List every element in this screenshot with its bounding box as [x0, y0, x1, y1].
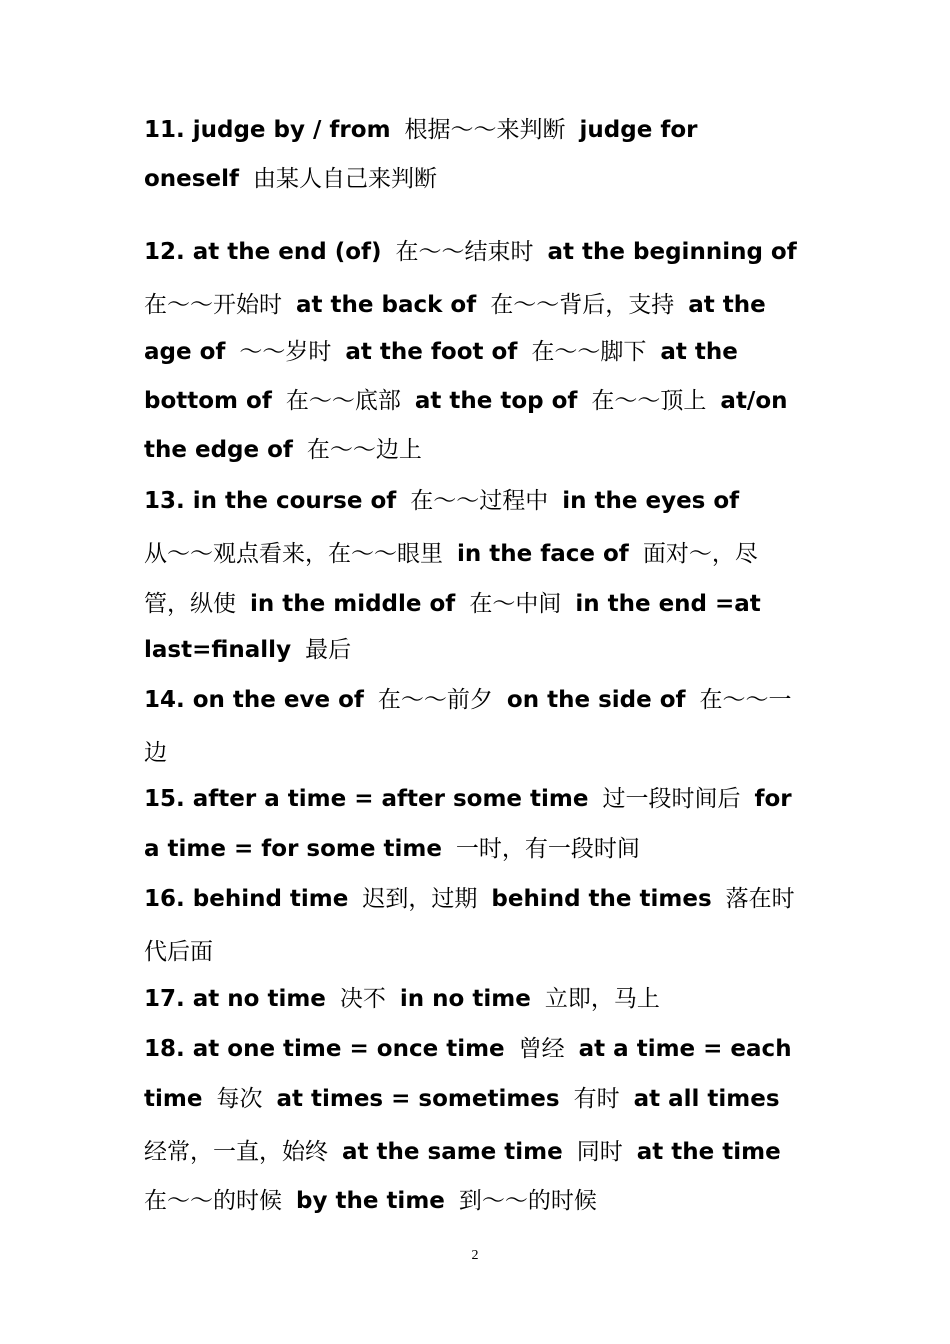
- chinese-meaning: 有时: [573, 1086, 620, 1112]
- english-phrase: in the face of: [457, 541, 629, 567]
- english-phrase: at the back of: [296, 292, 477, 318]
- chinese-meaning: 一时，有一段时间: [455, 836, 640, 862]
- english-phrase: age of: [144, 339, 226, 365]
- text-line: [144, 879, 795, 919]
- chinese-meaning: 最后: [305, 637, 352, 663]
- text-line: [144, 381, 788, 421]
- text-line: [144, 285, 766, 325]
- text-line: [144, 481, 739, 521]
- chinese-meaning: 在～～底部: [285, 388, 401, 414]
- chinese-meaning: 面对～，尽: [642, 541, 758, 567]
- english-phrase: the edge of: [144, 437, 293, 463]
- chinese-meaning: 在～～结束时: [395, 239, 534, 265]
- chinese-meaning: 落在时: [725, 886, 795, 912]
- english-phrase: 15. after a time = after some time: [144, 786, 589, 812]
- chinese-meaning: 迟到，过期: [362, 886, 478, 912]
- text-line: [144, 332, 738, 372]
- chinese-meaning: 在～～一: [699, 687, 792, 713]
- english-phrase: in the eyes of: [562, 488, 740, 514]
- chinese-meaning: 代后面: [144, 939, 213, 965]
- chinese-meaning: 决不: [339, 986, 386, 1012]
- english-phrase: at/on: [720, 388, 788, 414]
- chinese-meaning: 经常，一直，始终: [144, 1139, 328, 1165]
- text-line: [144, 1132, 781, 1172]
- chinese-meaning: 根据～～来判断: [404, 117, 566, 143]
- chinese-meaning: 在～～开始时: [144, 292, 282, 318]
- chinese-meaning: 在～～脚下: [531, 339, 647, 365]
- chinese-meaning: 在～～背后，支持: [490, 292, 675, 318]
- chinese-meaning: 在～～前夕: [377, 687, 493, 713]
- english-phrase: behind the times: [491, 886, 712, 912]
- english-phrase: on the side of: [506, 687, 686, 713]
- text-line: [144, 932, 213, 972]
- english-phrase: 17. at no time: [144, 986, 326, 1012]
- english-phrase: in the end =at: [575, 591, 761, 617]
- english-phrase: at the: [688, 292, 766, 318]
- text-line: [144, 979, 660, 1019]
- chinese-meaning: 在～～边上: [306, 437, 422, 463]
- english-phrase: 11. judge by / from: [144, 117, 391, 143]
- chinese-meaning: 立即，马上: [544, 986, 660, 1012]
- chinese-meaning: 曾经: [518, 1036, 565, 1062]
- chinese-meaning: 在～～过程中: [410, 488, 549, 514]
- text-line: [144, 430, 422, 470]
- chinese-meaning: 同时: [576, 1139, 623, 1165]
- english-phrase: at times = sometimes: [276, 1086, 560, 1112]
- text-line: [144, 1029, 792, 1069]
- chinese-meaning: 在～中间: [469, 591, 562, 617]
- chinese-meaning: 由某人自己来判断: [252, 166, 437, 192]
- english-phrase: 12. at the end (of): [144, 239, 382, 265]
- english-phrase: a time = for some time: [144, 836, 442, 862]
- english-phrase: in the middle of: [250, 591, 456, 617]
- english-phrase: by the time: [296, 1188, 445, 1214]
- text-line: [144, 1181, 597, 1221]
- chinese-meaning: 到～～的时候: [458, 1188, 597, 1214]
- english-phrase: last=finally: [144, 637, 292, 663]
- english-phrase: in no time: [399, 986, 531, 1012]
- chinese-meaning: 在～～顶上: [591, 388, 707, 414]
- english-phrase: at the time: [636, 1139, 781, 1165]
- text-line: [144, 1079, 780, 1119]
- english-phrase: bottom of: [144, 388, 272, 414]
- english-phrase: time: [144, 1086, 203, 1112]
- text-line: [144, 779, 792, 819]
- text-line: [144, 733, 167, 773]
- english-phrase: judge for: [579, 117, 698, 143]
- english-phrase: for: [754, 786, 792, 812]
- english-phrase: at the same time: [342, 1139, 563, 1165]
- english-phrase: at the beginning of: [547, 239, 797, 265]
- chinese-meaning: 从～～观点看来，在～～眼里: [144, 541, 443, 567]
- text-line: [144, 159, 437, 199]
- english-phrase: 16. behind time: [144, 886, 349, 912]
- chinese-meaning: 过一段时间后: [602, 786, 741, 812]
- chinese-meaning: 管，纵使: [144, 591, 236, 617]
- text-line: [144, 584, 761, 624]
- chinese-meaning: ～～岁时: [239, 339, 332, 365]
- english-phrase: 14. on the eve of: [144, 687, 364, 713]
- text-line: [144, 630, 351, 670]
- chinese-meaning: 每次: [216, 1086, 263, 1112]
- page-number: 2: [471, 1248, 479, 1263]
- text-line: [144, 829, 640, 869]
- english-phrase: at the foot of: [345, 339, 518, 365]
- english-phrase: 13. in the course of: [144, 488, 397, 514]
- text-line: [144, 534, 758, 574]
- english-phrase: at all times: [633, 1086, 780, 1112]
- text-line: [144, 110, 697, 150]
- english-phrase: oneself: [144, 166, 239, 192]
- english-phrase: at the top of: [414, 388, 578, 414]
- english-phrase: at a time = each: [578, 1036, 792, 1062]
- chinese-meaning: 边: [144, 740, 167, 766]
- english-phrase: 18. at one time = once time: [144, 1036, 505, 1062]
- chinese-meaning: 在～～的时候: [144, 1188, 282, 1214]
- english-phrase: at the: [660, 339, 738, 365]
- text-line: [144, 232, 797, 272]
- text-line: [144, 680, 792, 720]
